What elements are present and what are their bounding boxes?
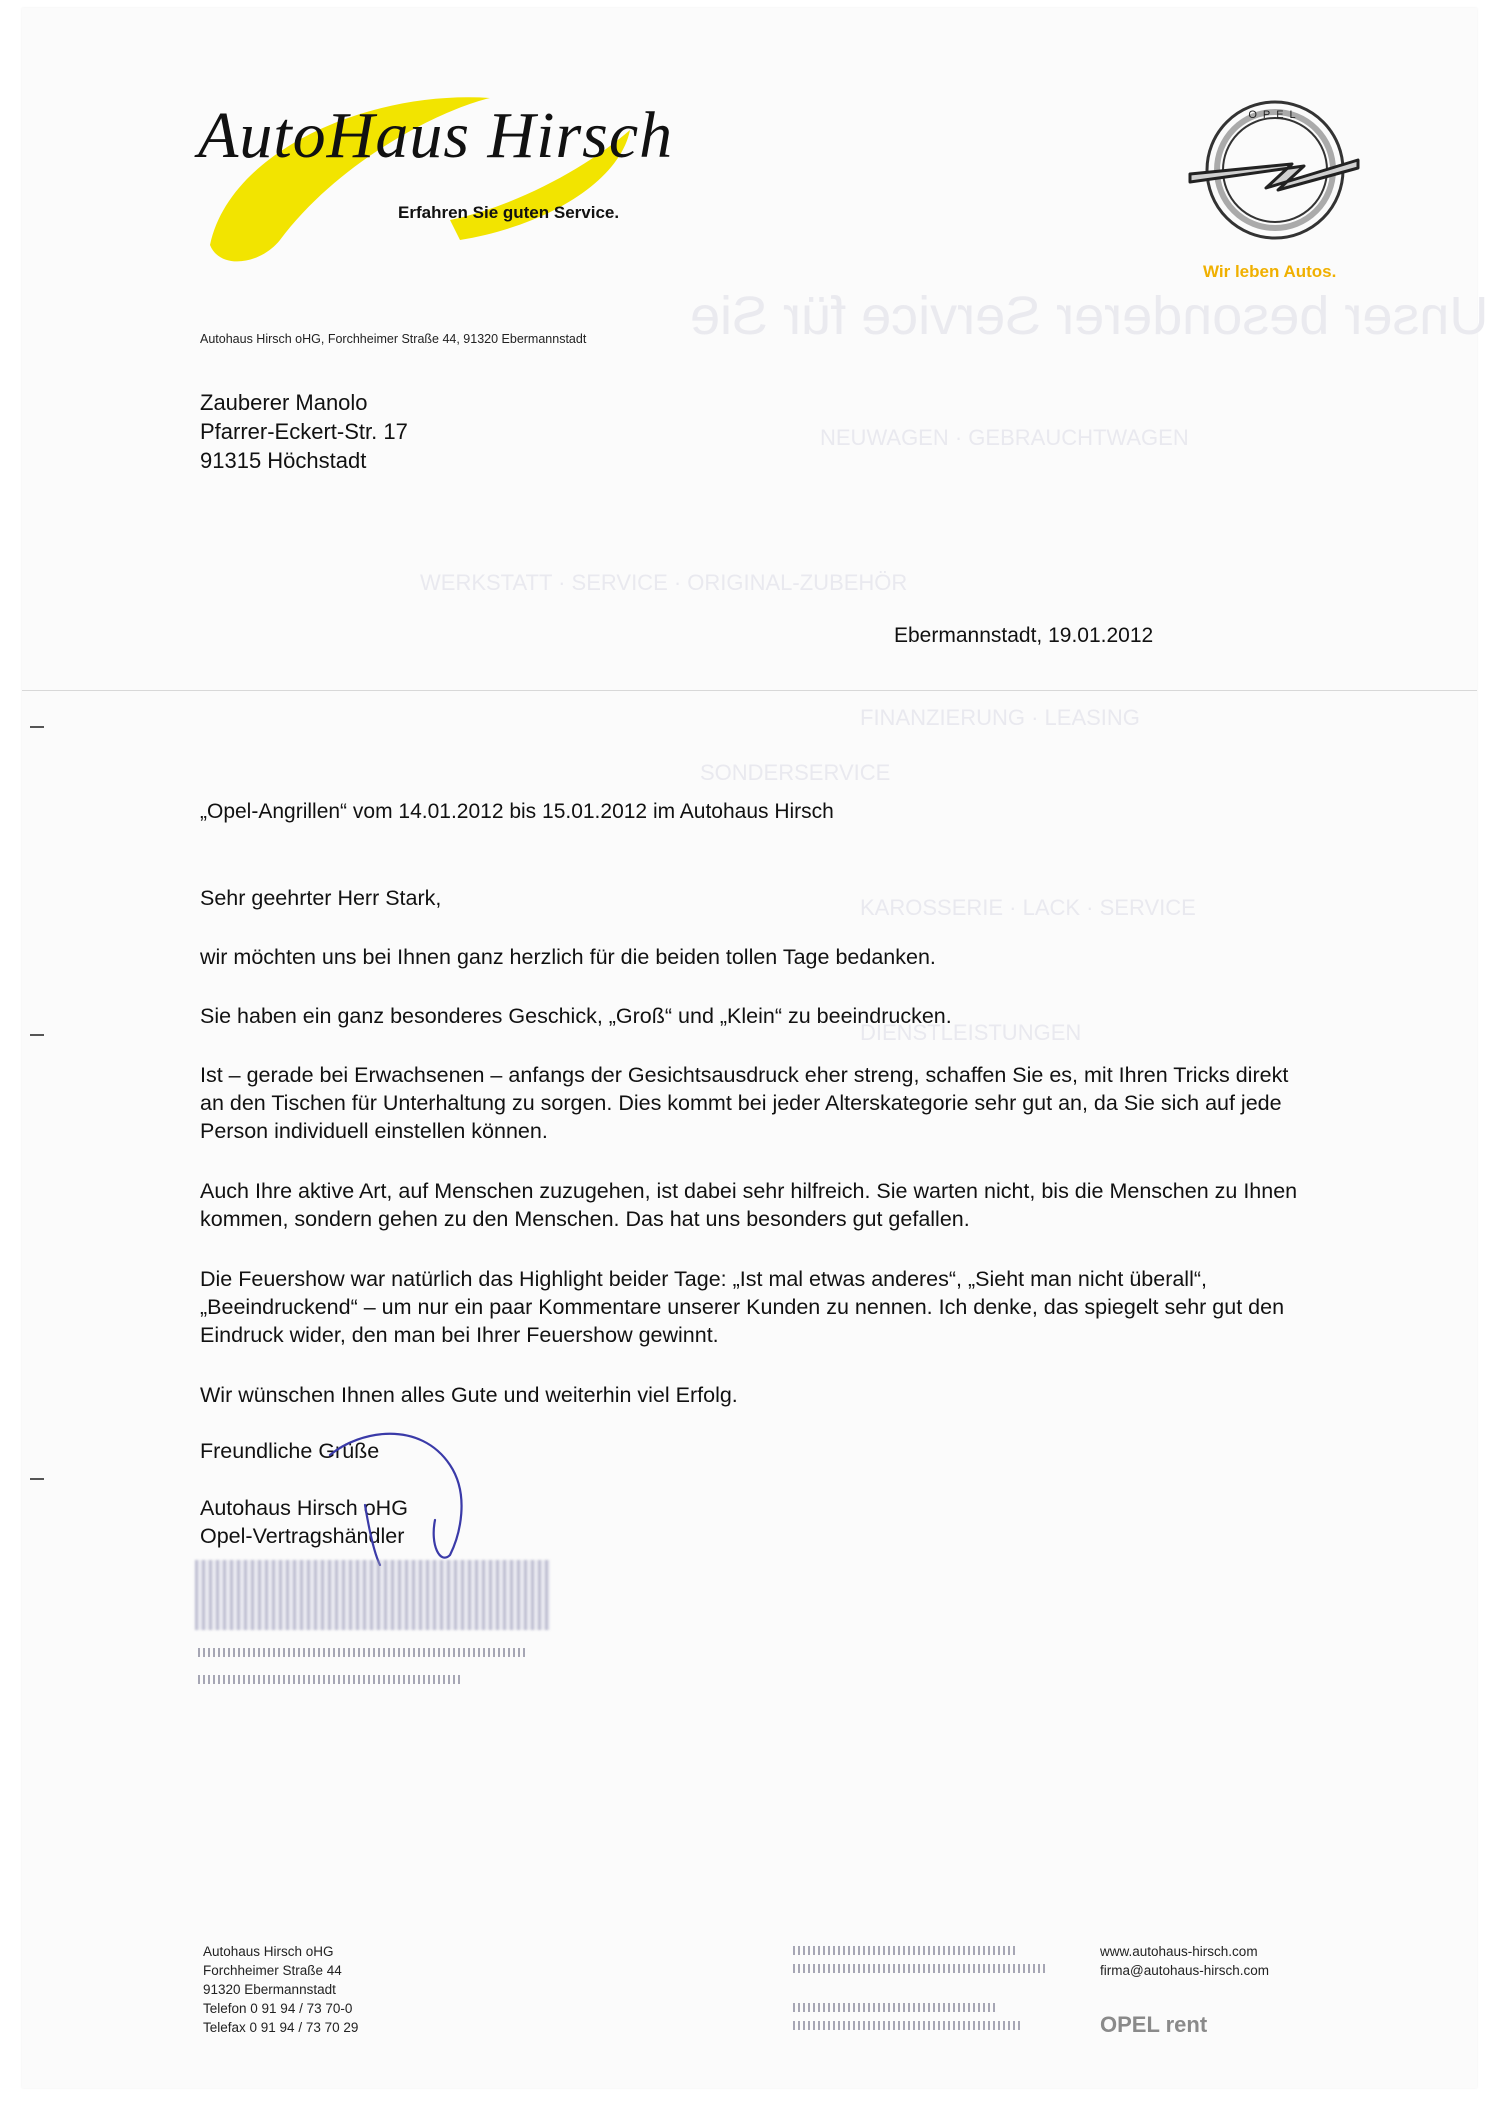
body-paragraph: Ist – gerade bei Erwachsenen – anfangs der Gesichtsausdruck eher streng, schaffen Sie es, mit Ihren Tricks direkt an den Tischen für Unterhaltung zu sorgen. Dies kommt bei jeder Alterskategorie sehr gut an, da Sie sich auf jede Person individuell einstellen können. bbox=[200, 1063, 1289, 1143]
reverse-print-line: WERKSTATT · SERVICE · ORIGINAL-ZUBEHÖR bbox=[420, 570, 908, 595]
email-link[interactable]: firma@autohaus-hirsch.com bbox=[1100, 1963, 1270, 1978]
letter-date: Ebermannstadt, 19.01.2012 bbox=[894, 624, 1154, 647]
company-slogan: Erfahren Sie guten Service. bbox=[398, 203, 620, 222]
reverse-print-line: SONDERSERVICE bbox=[700, 760, 891, 785]
footer-address bbox=[203, 1942, 358, 2037]
opel-rent-logo: OPEL rent bbox=[1100, 2012, 1208, 2037]
reverse-print-line: FINANZIERUNG · LEASING bbox=[860, 705, 1140, 730]
footer-line: Telefax 0 91 94 / 73 70 29 bbox=[203, 2020, 359, 2035]
redacted-line bbox=[198, 1675, 463, 1684]
letter-subject: „Opel-Angrillen“ vom 14.01.2012 bis 15.01.2012 im Autohaus Hirsch bbox=[200, 800, 834, 823]
redacted-bank-line bbox=[793, 2003, 998, 2012]
company-logo-wordmark: AutoHaus Hirsch bbox=[198, 99, 674, 172]
redacted-bank-line bbox=[793, 2021, 1023, 2030]
body-paragraph: Die Feuershow war natürlich das Highlight beider Tage: „Ist mal etwas anderes“, „Sieht man nicht überall“, „Beeindruckend“ – um nur ein paar Kommentare unserer Kunden zu nennen. Ich denke, das spiegelt sehr gut den Eindruck wider, den man bei Ihrer Feuershow gewinnt. bbox=[200, 1267, 1285, 1347]
signatory-company: Autohaus Hirsch oHG bbox=[200, 1496, 408, 1520]
reverse-print-line: DIENSTLEISTUNGEN bbox=[860, 1020, 1082, 1045]
redacted-signer-name bbox=[195, 1560, 550, 1630]
closing-greeting: Freundliche Grüße bbox=[200, 1439, 380, 1463]
footer-line: Autohaus Hirsch oHG bbox=[203, 1944, 334, 1959]
footer-contact bbox=[1100, 1942, 1269, 1980]
fold-mark bbox=[30, 726, 44, 728]
body-paragraph: wir möchten uns bei Ihnen ganz herzlich für die beiden tollen Tage bedanken. bbox=[200, 945, 936, 969]
body-paragraph: Sie haben ein ganz besonderes Geschick, „Groß“ und „Klein“ zu beeindrucken. bbox=[200, 1004, 952, 1028]
recipient-name: Zauberer Manolo bbox=[200, 390, 368, 415]
redacted-bank-line bbox=[793, 1946, 1018, 1955]
opel-logo bbox=[1180, 90, 1370, 250]
opel-logo-text: OPEL bbox=[1248, 109, 1302, 121]
reverse-print-heading: Unser besonderer Service für Sie bbox=[690, 286, 1489, 346]
sender-return-address: Autohaus Hirsch oHG, Forchheimer Straße 44, 91320 Ebermannstadt bbox=[200, 332, 587, 346]
recipient-street: Pfarrer-Eckert-Str. 17 bbox=[200, 419, 408, 444]
redacted-line bbox=[198, 1648, 528, 1657]
website-link[interactable]: www.autohaus-hirsch.com bbox=[1100, 1944, 1258, 1959]
reverse-print-line: KAROSSERIE · LACK · SERVICE bbox=[860, 895, 1196, 920]
fold-mark bbox=[30, 1034, 44, 1036]
paper-fold-line bbox=[22, 690, 1477, 691]
body-paragraph: Wir wünschen Ihnen alles Gute und weiterhin viel Erfolg. bbox=[200, 1383, 738, 1407]
handwritten-signature bbox=[270, 1425, 510, 1570]
punch-mark bbox=[30, 1478, 44, 1480]
footer-line: Forchheimer Straße 44 bbox=[203, 1963, 342, 1978]
recipient-city: 91315 Höchstadt bbox=[200, 448, 367, 473]
recipient-address bbox=[200, 388, 408, 475]
footer-line: Telefon 0 91 94 / 73 70-0 bbox=[203, 2001, 353, 2016]
redacted-bank-line bbox=[793, 1964, 1048, 1973]
reverse-print-line: NEUWAGEN · GEBRAUCHTWAGEN bbox=[820, 425, 1189, 450]
opel-tagline: Wir leben Autos. bbox=[1203, 262, 1337, 281]
salutation: Sehr geehrter Herr Stark, bbox=[200, 886, 442, 910]
body-paragraph: Auch Ihre aktive Art, auf Menschen zuzugehen, ist dabei sehr hilfreich. Sie warten nicht, bis die Menschen zu Ihnen kommen, sondern gehen zu den Menschen. Das hat uns besonders gut gefallen. bbox=[200, 1179, 1298, 1231]
footer-line: 91320 Ebermannstadt bbox=[203, 1982, 336, 1997]
signatory-role: Opel-Vertragshändler bbox=[200, 1524, 405, 1548]
